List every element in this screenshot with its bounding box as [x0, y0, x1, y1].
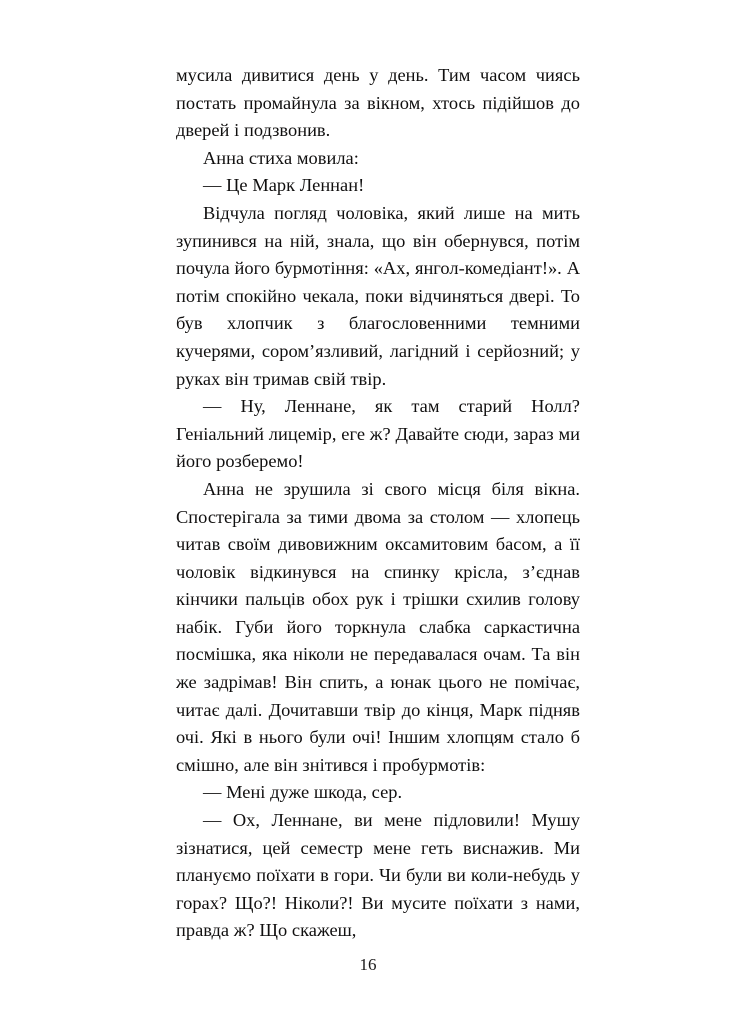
paragraph-8: — Ох, Леннане, ви мене підловили! Мушу зізнатися, цей семестр мене геть виснажив. Ми плануємо поїхати в гори. Чи були ви коли-небудь у горах? Що?! Ніколи?! Ви мусите поїхати з нами, правда ж? Що скажеш, [176, 810, 580, 941]
page-number: 16 [359, 955, 377, 974]
paragraph-7: — Мені дуже шкода, сер. [203, 782, 403, 803]
paragraph-6: Анна не зрушила зі свого місця біля вікна. Спостерігала за тими двома за столом — хлопець читав своїм дивовижним оксамитовим басом, а її чоловік відкинувся на спинку крісла, з’єднав кінчики пальців обох рук і трішки схилив голову набік. Губи його торкнула слабка саркастична посмішка, яка ніколи не передавалася очам. Та він же задрімав! Він спить, а юнак цього не помічає, читає далі. Дочитавши твір до кінця, Марк підняв очі. Які в нього були очі! Іншим хлопцям стало б смішно, але він знітився і пробурмотів: [176, 478, 580, 775]
paragraph-3: — Це Марк Леннан! [203, 175, 365, 196]
paragraph-5: — Ну, Леннане, як там старий Нолл? Геніальний лицемір, еге ж? Давайте сюди, зараз ми його розберемо! [176, 396, 580, 472]
paragraph-2: Анна стиха мовила: [203, 147, 359, 168]
paragraph-4: Відчула погляд чоловіка, який лише на мить зупинився на ній, знала, що він обернувся, потім почула його бурмотіння: «Ах, янгол-комедіант!». А потім спокійно чекала, поки відчиняться двері. То був хлопчик з благословенними темними кучерями, сором’язливий, лагідний і серйозний; у руках він тримав свій твір. [176, 202, 580, 389]
page-text-block [176, 62, 580, 945]
paragraph-1: мусила дивитися день у день. Тим часом чиясь постать промайнула за вікном, хтось підійшов до дверей і подзвонив. [176, 65, 580, 141]
